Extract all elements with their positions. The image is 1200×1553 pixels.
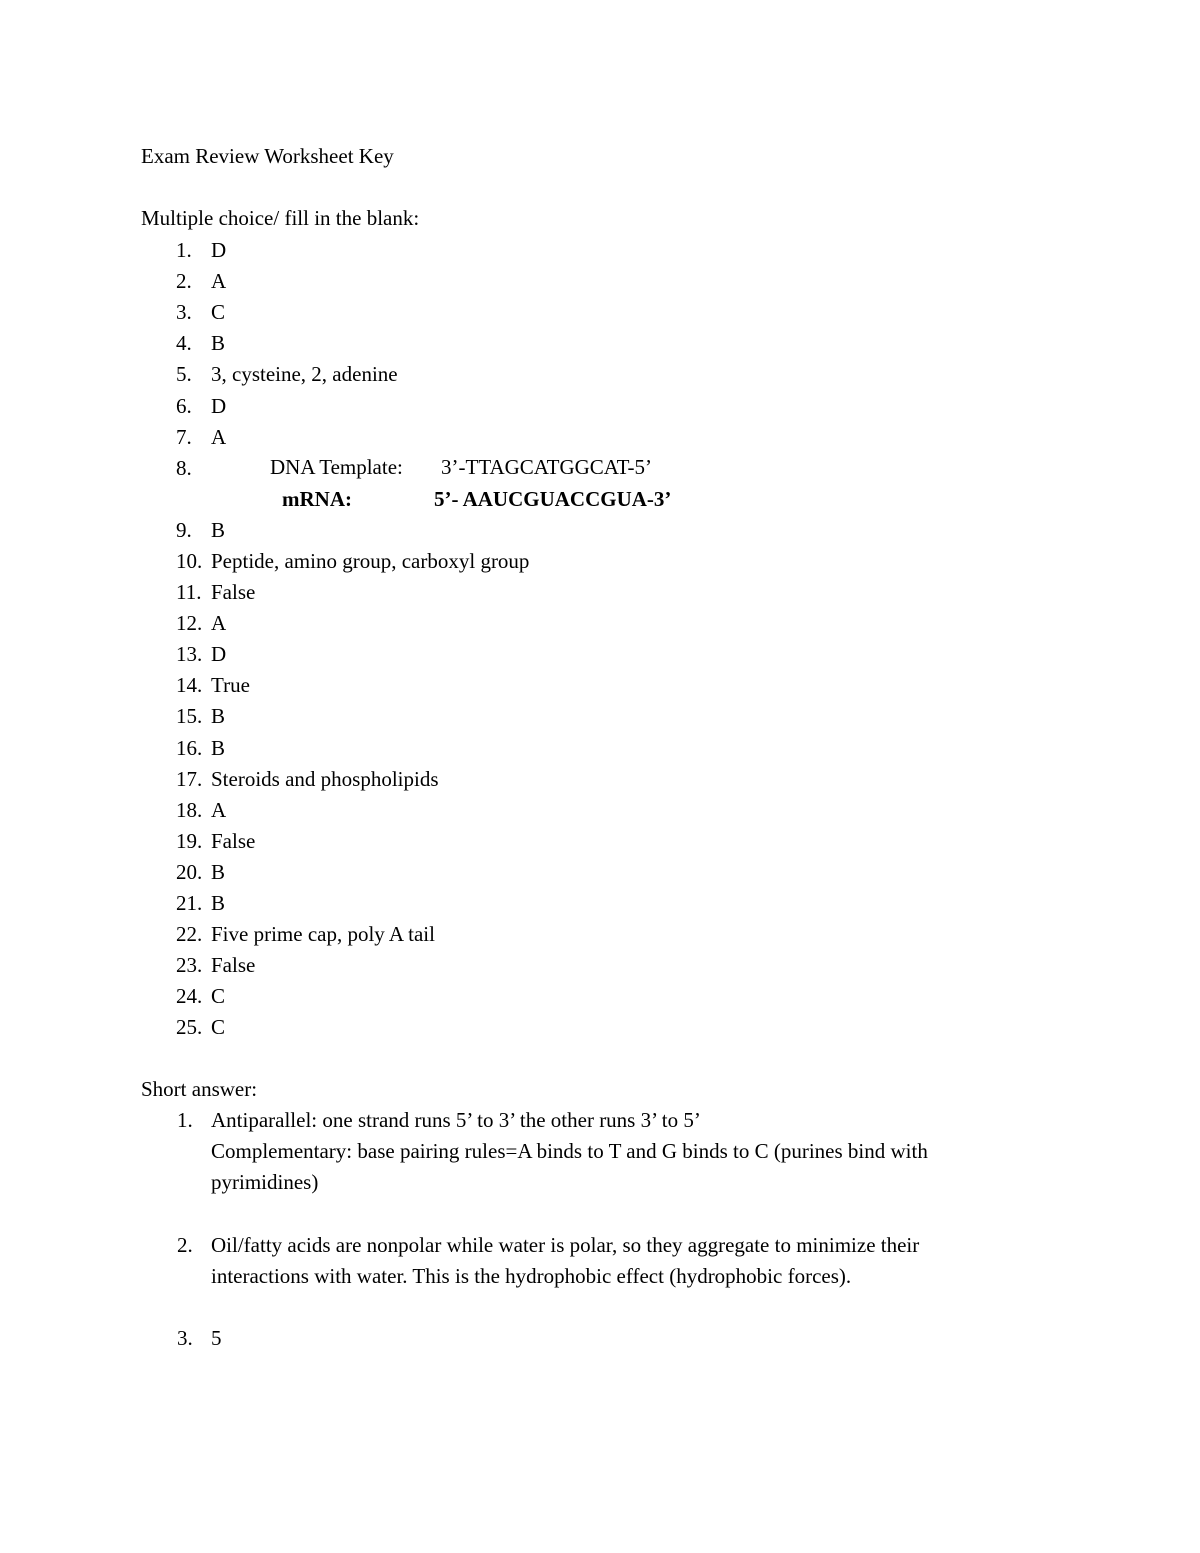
mc-number: 19. xyxy=(176,829,203,853)
mc-number: 21. xyxy=(176,891,203,915)
mc-number: 12. xyxy=(176,611,203,635)
mc-number: 1. xyxy=(176,238,192,262)
q8-mrna-label: mRNA: xyxy=(282,487,352,511)
mc-answer: B xyxy=(211,860,226,884)
mc-number: 17. xyxy=(176,767,203,791)
mc-answer: B xyxy=(211,704,226,728)
sa-number: 1. xyxy=(177,1108,193,1132)
mc-number: 18. xyxy=(176,798,203,822)
mc-answer: A xyxy=(211,798,227,822)
q8-dna-sequence: 3’-TTAGCATGGCAT-5’ xyxy=(441,455,653,479)
mc-answer: B xyxy=(211,331,226,355)
mc-number: 23. xyxy=(176,953,203,977)
mc-number: 4. xyxy=(176,331,192,355)
mc-number: 8. xyxy=(176,456,192,480)
mc-answer: D xyxy=(211,642,227,666)
q8-dna-label: DNA Template: xyxy=(270,455,403,479)
mc-answer: A xyxy=(211,611,227,635)
mc-number: 5. xyxy=(176,362,192,386)
sa-answer-line: interactions with water. This is the hydrophobic effect (hydrophobic forces). xyxy=(211,1264,852,1288)
mc-answer: False xyxy=(211,580,256,604)
mc-number: 9. xyxy=(176,518,192,542)
mc-answer: B xyxy=(211,518,226,542)
mc-answer: C xyxy=(211,300,226,324)
mc-number: 15. xyxy=(176,704,203,728)
mc-number: 2. xyxy=(176,269,192,293)
mc-answer: Steroids and phospholipids xyxy=(211,767,439,791)
sa-answer-line: Oil/fatty acids are nonpolar while water is polar, so they aggregate to minimize their xyxy=(211,1233,920,1257)
mc-answer: 3, cysteine, 2, adenine xyxy=(211,362,398,386)
mc-answer: C xyxy=(211,984,226,1008)
mc-number: 13. xyxy=(176,642,203,666)
mc-number: 16. xyxy=(176,736,203,760)
mc-number: 14. xyxy=(176,673,203,697)
mc-number: 6. xyxy=(176,394,192,418)
sa-heading: Short answer: xyxy=(141,1077,258,1101)
mc-answer: Peptide, amino group, carboxyl group xyxy=(211,549,530,573)
mc-number: 25. xyxy=(176,1015,203,1039)
mc-answer: True xyxy=(211,673,250,697)
mc-answer: B xyxy=(211,891,226,915)
mc-number: 11. xyxy=(176,580,202,604)
sa-number: 3. xyxy=(177,1326,193,1350)
sa-answer-line: pyrimidines) xyxy=(211,1170,319,1194)
sa-answer-line: Complementary: base pairing rules=A binds to T and G binds to C (purines bind with xyxy=(211,1139,928,1163)
mc-answer: A xyxy=(211,425,227,449)
mc-number: 20. xyxy=(176,860,203,884)
mc-heading: Multiple choice/ fill in the blank: xyxy=(141,206,420,230)
mc-number: 7. xyxy=(176,425,192,449)
mc-answer: C xyxy=(211,1015,226,1039)
mc-number: 22. xyxy=(176,922,203,946)
sa-number: 2. xyxy=(177,1233,193,1257)
mc-answer: False xyxy=(211,953,256,977)
mc-answer: B xyxy=(211,736,226,760)
page-title: Exam Review Worksheet Key xyxy=(141,144,394,168)
mc-answer: False xyxy=(211,829,256,853)
sa-answer-line: Antiparallel: one strand runs 5’ to 3’ the other runs 3’ to 5’ xyxy=(211,1108,701,1132)
mc-number: 24. xyxy=(176,984,203,1008)
mc-answer: D xyxy=(211,394,227,418)
mc-number: 10. xyxy=(176,549,203,573)
mc-answer: D xyxy=(211,238,227,262)
q8-mrna-sequence: 5’- AAUCGUACCGUA-3’ xyxy=(434,487,672,511)
mc-number: 3. xyxy=(176,300,192,324)
mc-answer: A xyxy=(211,269,227,293)
sa-answer-line: 5 xyxy=(211,1326,222,1350)
mc-answer: Five prime cap, poly A tail xyxy=(211,922,435,946)
